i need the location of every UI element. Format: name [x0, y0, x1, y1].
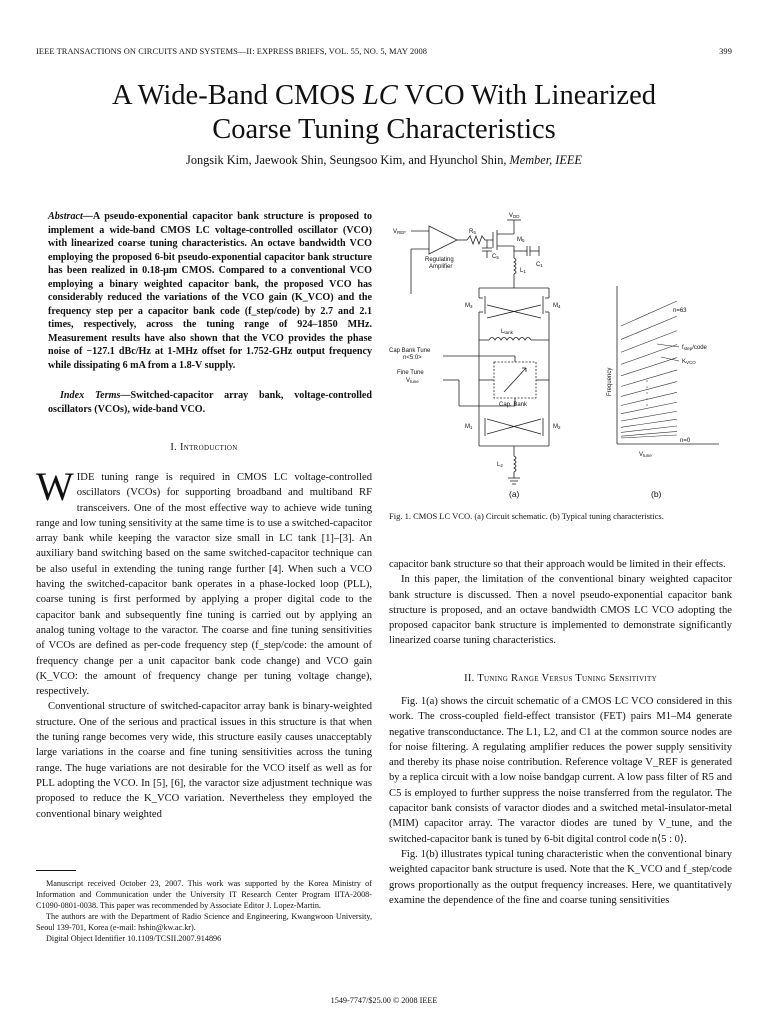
author-names: Jongsik Kim, Jaewook Shin, Seungsoo Kim, and Hyunchol Shin: [186, 153, 504, 167]
right-column-body: [389, 557, 732, 649]
abstract-text: A pseudo-exponential capacitor bank structure is proposed to implement a wide-band CMOS LC voltage-controlled oscillator (VCO) with linearized coarse tuning characteristics. An octave bandwidth VCO employing the proposed 6-bit pseudo-exponential capacitor bank structure has been realized in 0.18-μm CMOS. Compared to a conventional VCO employing a binary weighted capacitor bank, the proposed VCO has considerably reduced the variations of the VCO gain (K_VCO) and the frequency step per a capacitor bank code (f_step/code) by 2.7 and 2.1 times, respectively, across the tuning range of 924–1850 MHz. Measurement results have also shown that the VCO provides the phase noise of −127.1 dBc/Hz at 1-MHz offset for 1.752-GHz output frequency while dissipating 6 mA from a 1.8-V supply.: [48, 211, 372, 371]
tuning-curve: [621, 426, 677, 432]
running-head: [36, 47, 732, 56]
tuning-curve: [621, 402, 677, 413]
tuning-curve: [621, 358, 677, 376]
title-part: A Wide-Band CMOS: [112, 80, 363, 111]
journal-name: IEEE TRANSACTIONS ON CIRCUITS AND SYSTEMS—II: EXPRESS BRIEFS, VOL. 55, NO. 5, MAY 2008: [36, 47, 428, 56]
label-cap-bank-tune: Cap Bank Tune: [389, 348, 431, 354]
plot-ylabel: Frequency: [607, 367, 613, 396]
page-footer: 1549-7747/$25.00 © 2008 IEEE: [330, 996, 438, 1005]
label-n63: n=63: [673, 308, 687, 314]
plot-dots: [646, 380, 647, 405]
figure-1: [389, 206, 732, 504]
page-number: 399: [719, 47, 732, 56]
plot-xlabel: Vtune: [639, 452, 652, 458]
label-l2: L2: [497, 462, 503, 468]
label-cap-bank: Cap. Bank: [499, 402, 528, 408]
label-l1: L1: [520, 268, 526, 274]
paragraph: [36, 464, 372, 699]
footnote-doi: Digital Object Identifier 10.1109/TCSII.2007.914896: [46, 934, 222, 943]
label-vtune: Vtune: [406, 378, 419, 384]
label-n0: n=0: [680, 438, 691, 444]
label-subfig-b: (b): [651, 489, 662, 499]
author-list: [0, 153, 768, 168]
tuning-curve: [621, 316, 677, 339]
section-title: Introduction: [179, 442, 238, 453]
label-cap-bank-code: n<5:0>: [403, 355, 422, 361]
abstract: [48, 210, 372, 372]
footnote-rule: [36, 870, 76, 871]
tuning-curve: [621, 411, 677, 421]
title-italic: LC: [362, 80, 398, 111]
tuning-curve: [621, 331, 677, 353]
paper-title: [0, 79, 768, 147]
label-amp-2: Amplifier: [429, 264, 453, 270]
section-number: I.: [170, 442, 180, 453]
title-part: VCO With Linearized: [397, 80, 656, 111]
title-line-2: Coarse Tuning Characteristics: [212, 114, 556, 145]
tuning-curve: [621, 419, 677, 427]
label-vdd: VDD: [509, 213, 520, 219]
paragraph-text: IDE tuning range is required in CMOS LC voltage-controlled oscillators (VCOs) for supporting broadband and multiband RF transceivers. One of the most effective way to achieve wide tuning range and low tuning sensitivity at the same time is to use a switched-capacitor array bank while keeping the varactor size small in LC tank [1]–[3]. An auxiliary band switching based on the same switched-capacitor technique can be also useful in extending the tuning range further [4]. When such a VCO having the switched-capacitor bank operates in a phase-locked loop (PLL), coarse tuning is first performed by applying a proper digital code to the capacitor bank and subsequently fine tuning is carried out by applying an analog tuning voltage to the varactor. The coarse and fine tuning sensitivities of VCOs are defined as per-code frequency step (f_step/code: the amount of frequency change per a unit capacitor bank code change) and VCO gain (K_VCO: the amount of frequency change per tuning voltage change), respectively.: [36, 472, 372, 698]
section-title: Tuning Range Versus Tuning Sensitivity: [477, 673, 657, 684]
label-m2: M2: [553, 424, 561, 430]
label-kvco: KVCO: [682, 359, 696, 365]
footnote-paragraph: The authors are with the Department of Radio Science and Engineering, Kwangwoon University, Seoul 139-701, Korea (e-mail: hshin@kw.ac.kr).: [36, 912, 372, 932]
label-m4: M4: [553, 303, 561, 309]
paragraph: capacitor bank structure so that their approach would be limited in their effects.: [389, 559, 726, 570]
label-r5: R5: [469, 229, 476, 235]
index-terms-label: Index Terms—: [60, 390, 131, 401]
label-amp-1: Regulating: [425, 257, 454, 263]
footnote-paragraph: Manuscript received October 23, 2007. This work was supported by the Korea Ministry of Information and Communication under the University IT Research Center Program IITA-2008-C1090-0801-0038. This paper was recommended by Associate Editor J. Lopez-Martin.: [36, 879, 372, 910]
section-heading-tuning: [389, 673, 732, 684]
tuning-curves: [621, 301, 677, 438]
drop-cap: W: [36, 464, 74, 509]
index-terms: [48, 389, 372, 416]
label-subfig-a: (a): [509, 489, 520, 499]
paragraph: Conventional structure of switched-capacitor array bank is binary-weighted structure. One of the serious and practical issues in this structure is that when the tuning range becomes very wide, this structure easily causes unacceptably large variations in the coarse and fine tuning sensitivities across the tuning range. The huge variations are not desirable for the VCO itself as well as for PLL adopting the VCO. In [5], [6], the varactor size adjustment technique was proposed to reduce the K_VCO variation. Nevertheless they employed the conventional binary weighted: [36, 701, 372, 820]
right-column-body-2: [389, 694, 732, 908]
label-c1: C1: [536, 262, 543, 268]
paragraph: Fig. 1(a) shows the circuit schematic of a CMOS LC VCO considered in this work. The cross-coupled field-effect transistor (FET) pairs M1–M4 generate negative transconductance. The L1, L2, and C1 at the common source nodes are for noise filtering. A regulating amplifier reduces the power supply sensitivity and thereby its phase noise contribution. Reference voltage V_REF is generated by a replica circuit with a low noise bandgap current. A low pass filter of R5 and C5 is employed to further suppress the noise transferred from the regulator. The capacitor bank consists of varactor diodes and a switched metal-insulator-metal (MIM) capacitor array. The varactor diodes are tuned by V_tune, and the switched-capacitor bank is tuned by 6-bit digital control code n⟨5 : 0⟩.: [389, 696, 732, 845]
section-number: II.: [464, 673, 478, 684]
footnote: [36, 878, 372, 944]
figure-1-graphic: [389, 206, 732, 504]
paragraph: In this paper, the limitation of the conventional binary weighted capacitor bank structure is discussed. Then a novel pseudo-exponential capacitor bank structure is proposed, and an octave bandwidth CMOS LC VCO adopting the proposed capacitor bank structure is implemented to demonstrate significantly linearized coarse tuning characteristics.: [389, 574, 732, 647]
section-heading-introduction: [36, 442, 372, 453]
label-fstep: fstep/code: [682, 345, 707, 351]
label-m1: M1: [465, 424, 473, 430]
label-m3: M3: [465, 303, 473, 309]
label-c5: C5: [492, 254, 499, 260]
figure-caption: Fig. 1. CMOS LC VCO. (a) Circuit schematic. (b) Typical tuning characteristics.: [389, 511, 664, 521]
abstract-label: Abstract—: [48, 211, 93, 222]
tuning-curve: [621, 301, 677, 326]
index-terms-text: Switched-capacitor array bank, voltage-controlled oscillators (VCOs), wide-band VCO.: [48, 390, 372, 415]
tuning-curve: [621, 344, 677, 364]
author-membership: , Member, IEEE: [503, 153, 582, 167]
label-ltank: Ltank: [501, 329, 513, 335]
label-fine-tune: Fine Tune: [397, 370, 424, 376]
label-vref: VREF: [393, 229, 407, 235]
label-m5: M5: [517, 237, 525, 243]
paragraph: Fig. 1(b) illustrates typical tuning characteristic when the conventional binary weighted capacitor bank structure is used. Note that the K_VCO and f_step/code grows proportionally as the output frequency increases. Here, we quantitatively examine the dependence of the fine and coarse tuning sensitivities: [389, 848, 732, 906]
left-column-body: [36, 464, 372, 822]
